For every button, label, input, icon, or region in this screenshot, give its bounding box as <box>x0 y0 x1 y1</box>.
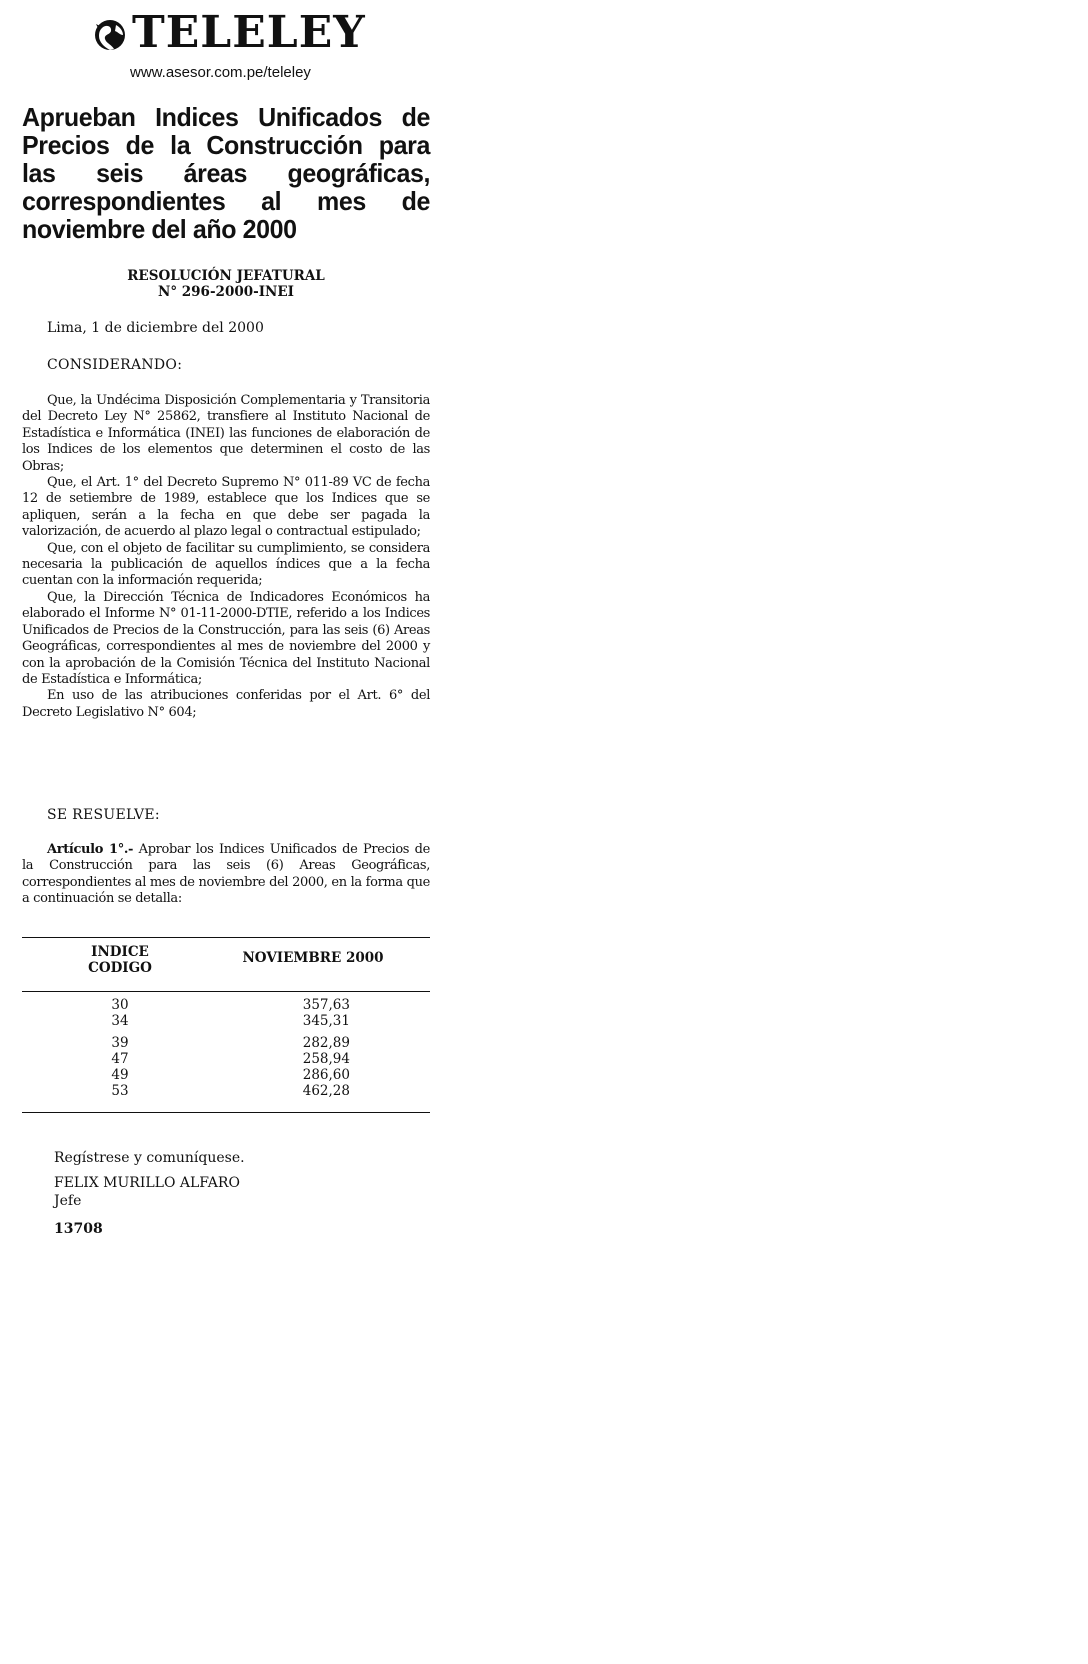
reference-number: 13708 <box>54 1221 103 1237</box>
row-code: 34 <box>111 1013 129 1029</box>
masthead <box>90 8 420 80</box>
article-label: Artículo 1°.- <box>47 842 134 857</box>
row-value: 286,60 <box>302 1067 350 1083</box>
row-code: 49 <box>111 1067 129 1083</box>
resolution-number: N° 296-2000-INEI <box>157 284 294 300</box>
table-row <box>60 1013 360 1029</box>
considerations <box>22 393 430 721</box>
table-row <box>60 997 360 1013</box>
article-1 <box>22 842 430 908</box>
signature-block <box>54 1174 240 1210</box>
article-text: Aprobar los Indices Unificados de Precios de la Construcción para las seis (6) Areas Geográficas, correspondientes al mes de noviembre del 2000, en la forma que a continuación se detalla: <box>22 842 430 907</box>
paragraph: Que, la Dirección Técnica de Indicadores Económicos ha elaborado el Informe N° 01-11-2000-DTIE, referido a los Indices Unificados de Precios de la Construcción, para las seis (6) Areas Geográficas, correspondientes al mes de noviembre del 2000 y con la aprobación de la Comisión Técnica del Instituto Nacional de Estadística e Informática; <box>22 589 430 687</box>
paragraph: Que, el Art. 1° del Decreto Supremo N° 011-89 VC de fecha 12 de setiembre de 1989, establece que los Indices que se apliquen, serán a la fecha en que debe ser pagada la valorización, de acuerdo al plazo legal o contractual estipulado; <box>22 475 430 540</box>
table-row <box>60 1083 360 1099</box>
row-value: 345,31 <box>302 1013 350 1029</box>
considerando-heading: CONSIDERANDO: <box>47 357 183 373</box>
header-code-line2: CODIGO <box>88 960 152 976</box>
globe-icon <box>90 14 130 54</box>
signatory-title: Jefe <box>54 1193 82 1209</box>
table-row <box>60 1051 360 1067</box>
resolution-title: RESOLUCIÓN JEFATURAL <box>127 268 325 284</box>
row-code: 39 <box>111 1035 129 1051</box>
table-header-rule <box>22 991 430 992</box>
row-value: 258,94 <box>302 1051 350 1067</box>
row-code: 53 <box>111 1083 129 1099</box>
table-body <box>60 997 360 1099</box>
paragraph: Que, con el objeto de facilitar su cumplimiento, se considera necesaria la publicación de aquellos índices que a la fecha cuentan con la información requerida; <box>22 540 430 589</box>
table-header-code <box>60 944 180 976</box>
masthead-title: TELELEY <box>132 7 366 58</box>
paragraph: Que, la Undécima Disposición Complementaria y Transitoria del Decreto Ley N° 25862, transfiere al Instituto Nacional de Estadística e Informática (INEI) las funciones de elaboración de los Indices de los elementos que determinen el costo de las Obras; <box>22 393 430 474</box>
table-bottom-rule <box>22 1112 430 1113</box>
table-top-rule <box>22 937 430 938</box>
row-value: 462,28 <box>302 1083 350 1099</box>
closing-line: Regístrese y comuníquese. <box>54 1150 245 1166</box>
resolution-heading <box>22 268 430 300</box>
row-code: 30 <box>111 997 129 1013</box>
se-resuelve-heading: SE RESUELVE: <box>47 807 160 823</box>
table-header-value: NOVIEMBRE 2000 <box>242 950 384 966</box>
header-code-line1: INDICE <box>91 944 149 960</box>
row-value: 282,89 <box>302 1035 350 1051</box>
signatory-name: FELIX MURILLO ALFARO <box>54 1175 240 1191</box>
row-value: 357,63 <box>302 997 350 1013</box>
paragraph: En uso de las atribuciones conferidas por el Art. 6° del Decreto Legislativo N° 604; <box>22 688 430 720</box>
date-line: Lima, 1 de diciembre del 2000 <box>47 320 264 336</box>
masthead-url[interactable]: www.asesor.com.pe/teleley <box>130 64 311 81</box>
table-row <box>60 1067 360 1083</box>
headline: Aprueban Indices Unificados de Precios de la Construcción para las seis áreas geográficas, correspondientes al mes de noviembre del año 2000 <box>22 102 430 245</box>
row-code: 47 <box>111 1051 129 1067</box>
table-row <box>60 1035 360 1051</box>
